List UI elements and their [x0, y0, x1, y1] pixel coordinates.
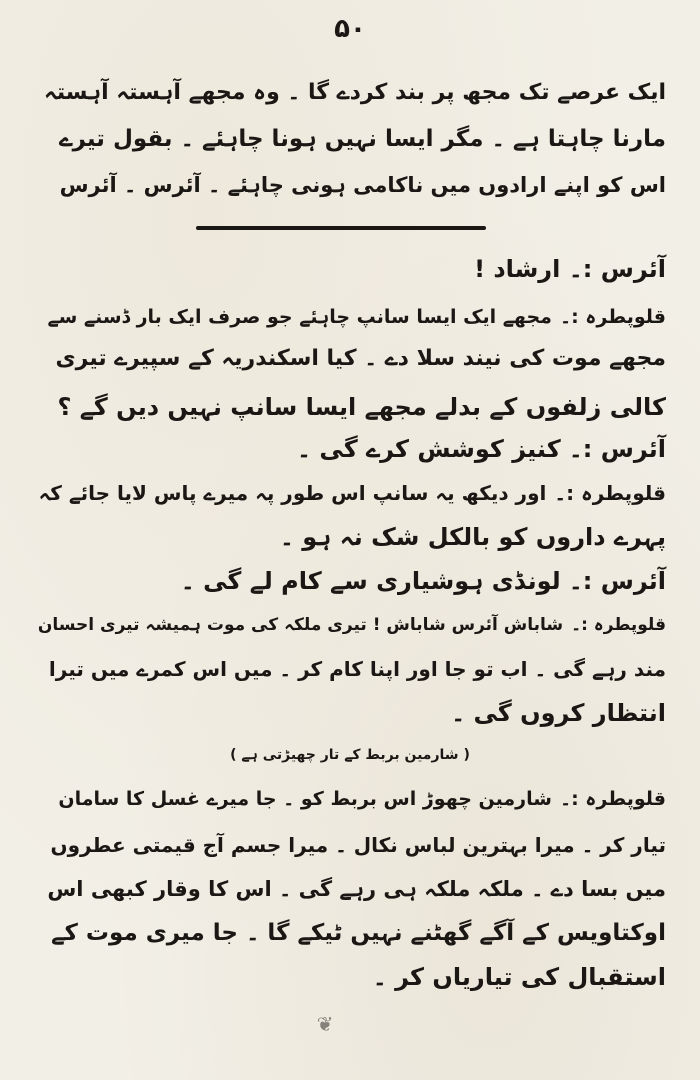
ink-blot-ornament: ❦	[316, 1012, 334, 1036]
speaker-label: آئرس :۔	[568, 435, 666, 463]
dialogue-line	[474, 252, 666, 286]
speaker-label: قلوپطرہ :۔	[559, 306, 666, 328]
dialogue-line	[47, 872, 666, 906]
dialogue-line	[51, 916, 666, 950]
dialogue-text: تیار کر ۔ میرا بہترین لباس نکال ۔ میرا جسم آج قیمتی عطروں	[50, 833, 666, 857]
speaker-label: قلوپطرہ :۔	[559, 788, 666, 810]
page-number: ۵۰	[334, 14, 366, 44]
dialogue-text: مجھے موت کی نیند سلا دے ۔ کیا اسکندریہ کے سپیرے تیری	[55, 346, 666, 371]
dialogue-text: شاباش آئرس شاباش ! تیری ملکہ کی موت ہمیشہ تیری احسان	[37, 615, 564, 635]
dialogue-line	[373, 960, 666, 994]
dialogue-line	[451, 696, 666, 730]
dialogue-line	[38, 608, 666, 642]
dialogue-text: اور دیکھ یہ سانپ اس طور پہ میرے پاس لایا جائے کہ	[38, 481, 547, 505]
paragraph-line: اس کو اپنے ارادوں میں ناکامی ہونی چاہئے ۔ آئرس ۔ آئرس	[59, 173, 666, 197]
stage-direction: ( شارمین بربط کے تار چھیڑتی ہے )	[230, 747, 470, 763]
dialogue-text: کنیز کوشش کرے گی ۔	[297, 435, 561, 463]
dialogue-text: آئرس :۔ ارشاد !	[474, 255, 666, 283]
dialogue-line	[57, 390, 666, 424]
dialogue-text: استقبال کی تیاریاں کر ۔	[372, 963, 666, 991]
dialogue-text: پہرے داروں کو بالکل شک نہ ہو ۔	[279, 523, 666, 551]
dialogue-line	[280, 520, 666, 554]
paragraph-line: ایک عرصے تک مجھ پر بند کردے گا ۔ وہ مجھے آہستہ آہستہ	[43, 80, 666, 105]
dialogue-text: کالی زلفوں کے بدلے مجھے ایسا سانپ نہیں دیں گے ؟	[57, 393, 666, 421]
dialogue-line	[39, 476, 666, 510]
dialogue-line	[55, 342, 666, 376]
speaker-label: آئرس :۔	[568, 567, 666, 595]
dialogue-text: اوکتاویس کے آگے گھٹنے نہیں ٹیکے گا ۔ جا میری موت کے	[51, 920, 666, 946]
dialogue-text: مند رہے گی ۔ اب تو جا اور اپنا کام کر ۔ میں اس کمرے میں تیرا	[48, 657, 666, 681]
speaker-label: قلوپطرہ :۔	[571, 615, 666, 635]
dialogue-line	[48, 300, 667, 334]
dialogue-text: لونڈی ہوشیاری سے کام لے گی ۔	[180, 567, 561, 595]
dialogue-line	[181, 564, 666, 598]
paragraph-line: مارنا چاہتا ہے ۔ مگر ایسا نہیں ہونا چاہئے ۔ بقول تیرے	[59, 126, 666, 152]
dialogue-line	[297, 432, 666, 466]
speaker-label: قلوپطرہ :۔	[554, 481, 666, 505]
section-divider	[196, 226, 486, 230]
dialogue-line	[49, 652, 666, 686]
dialogue-text: مجھے ایک ایسا سانپ چاہئے جو صرف ایک بار ڈسنے سے	[47, 306, 552, 328]
dialogue-text: شارمین چھوڑ اس بربط کو ۔ جا میرے غسل کا سامان	[58, 788, 552, 810]
dialogue-text: میں بسا دے ۔ ملکہ ملکہ ہی رہے گی ۔ اس کا وقار کبھی اس	[47, 877, 666, 901]
dialogue-line	[58, 782, 666, 816]
dialogue-line	[51, 828, 666, 862]
dialogue-text: انتظار کروں گی ۔	[451, 699, 666, 727]
